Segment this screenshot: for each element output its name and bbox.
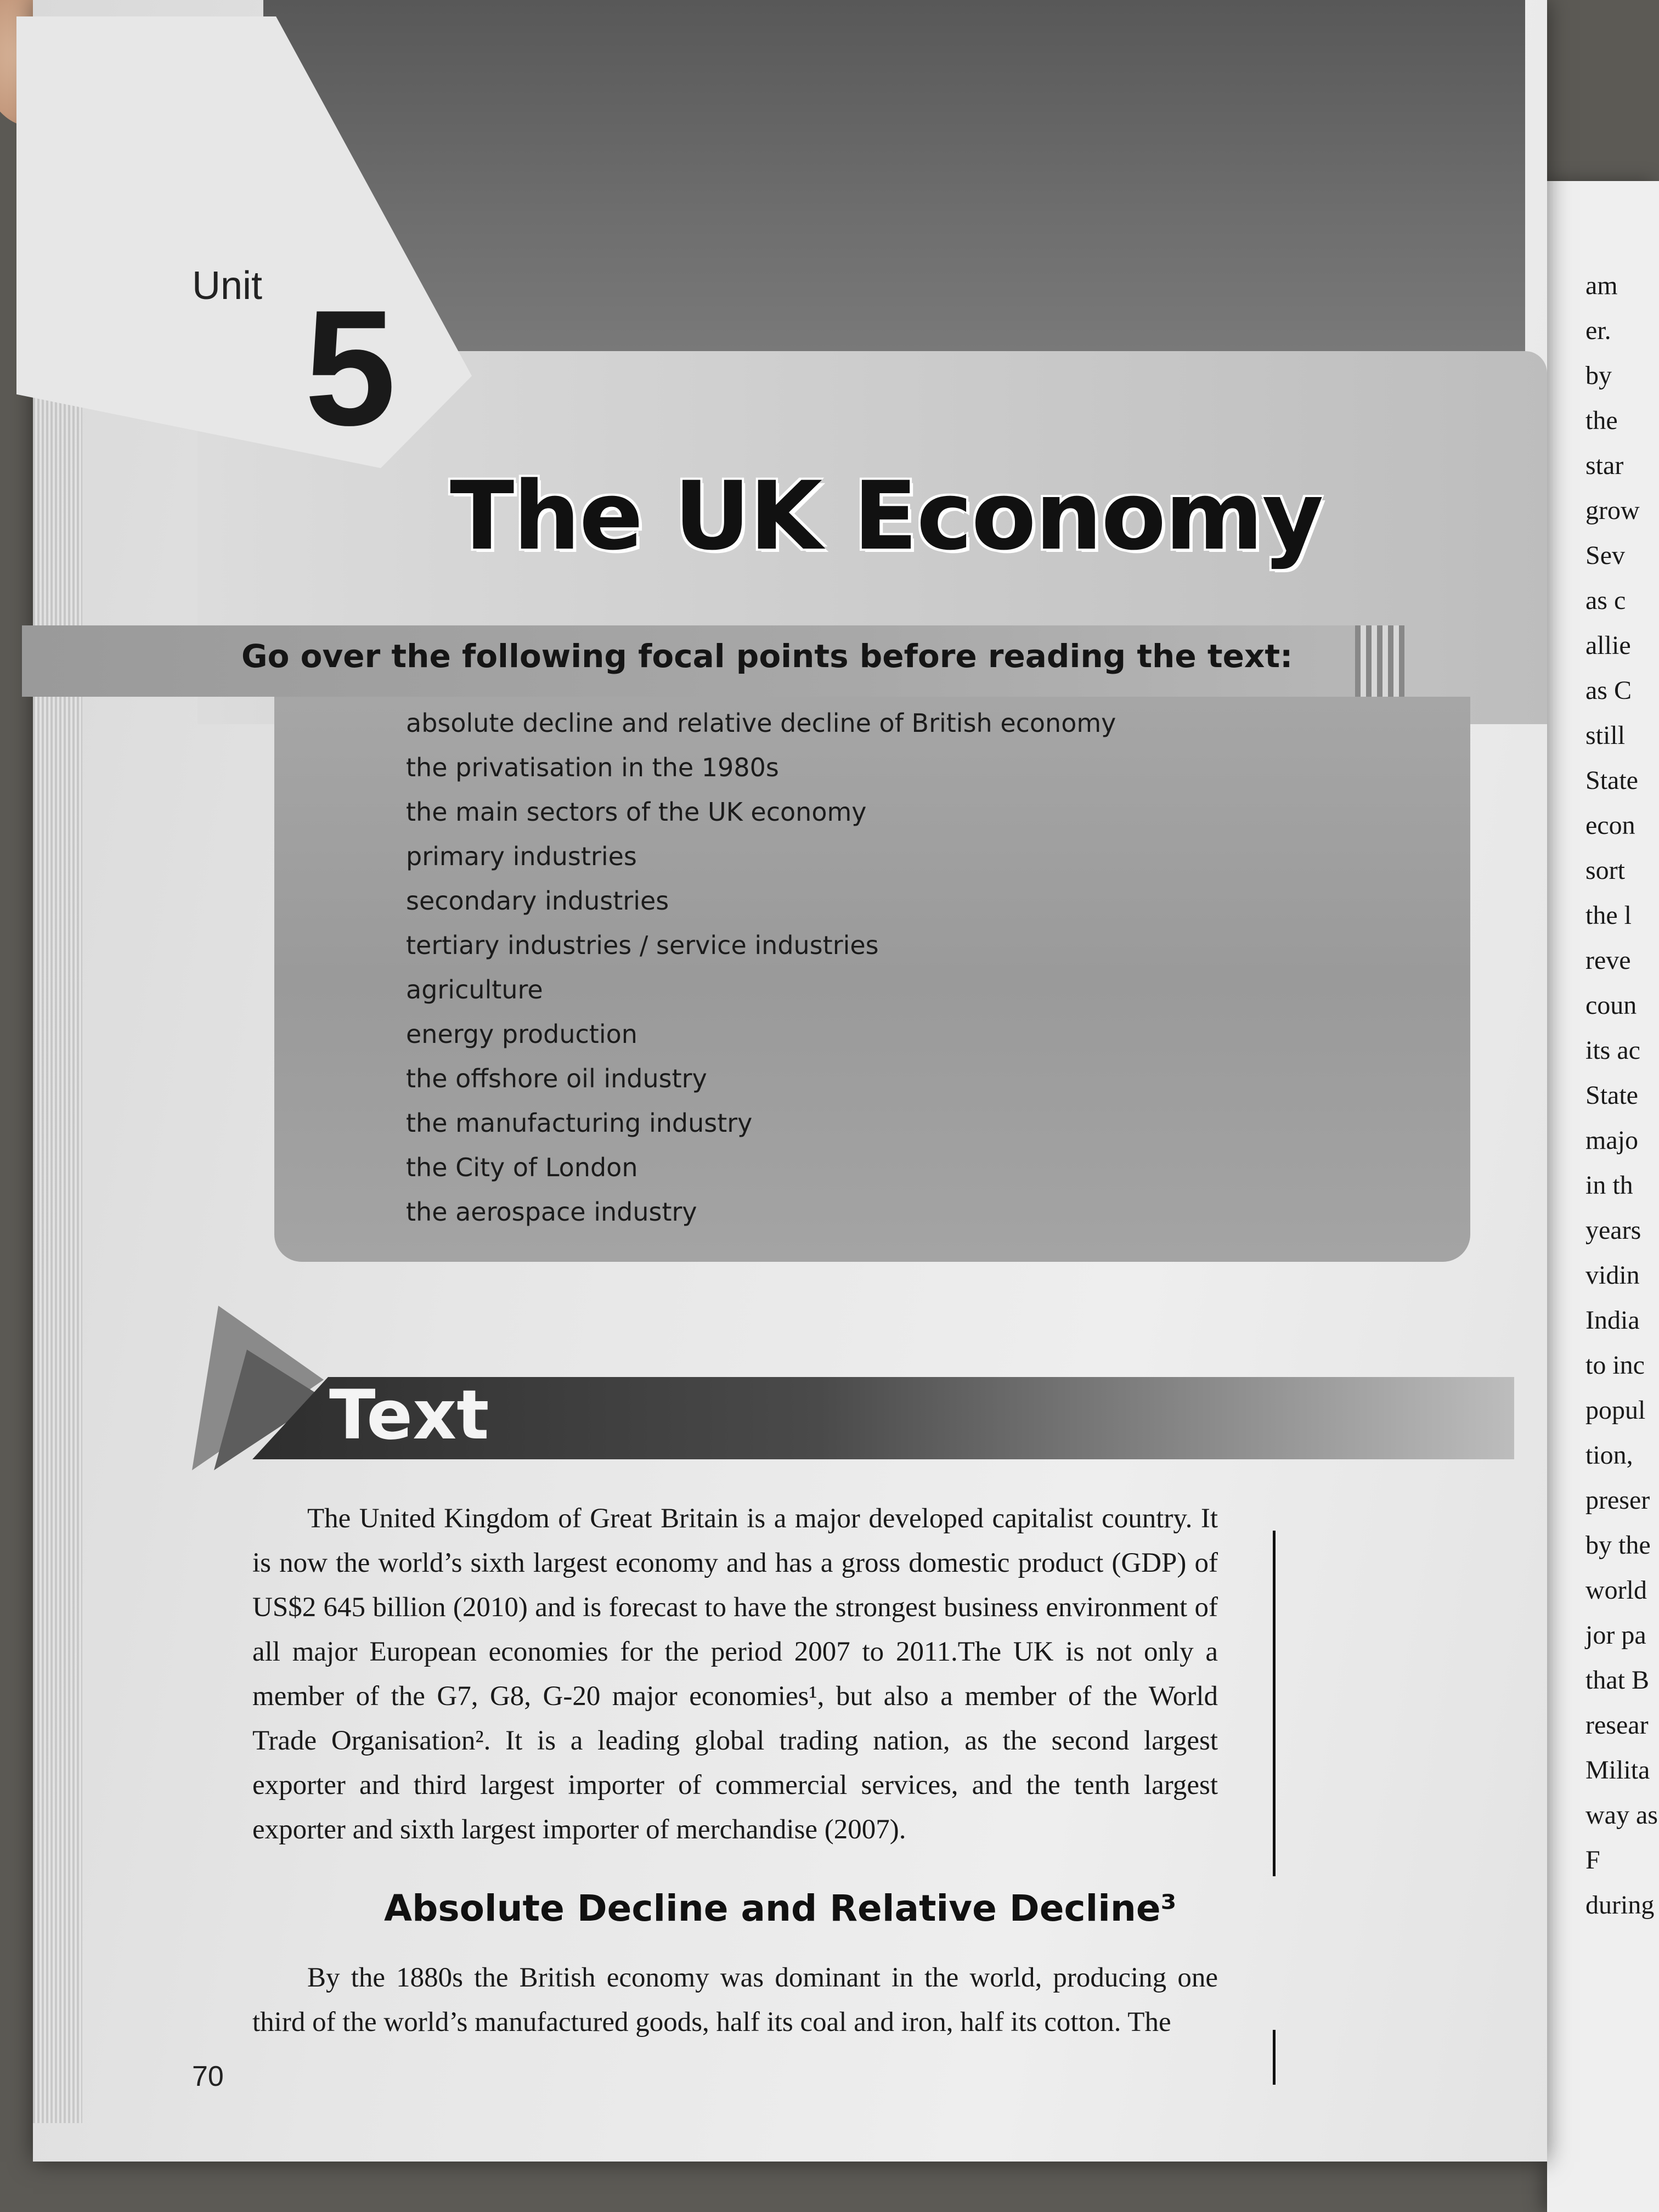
next-page-line: am — [1585, 271, 1618, 300]
next-page-line: by — [1585, 361, 1612, 390]
page-stack-edge — [33, 121, 82, 2123]
section-heading: Absolute Decline and Relative Decline³ — [384, 1887, 1177, 1929]
next-page-line: world — [1585, 1576, 1647, 1605]
margin-rule — [1273, 1531, 1276, 1876]
focal-point-item: agriculture — [406, 975, 543, 1005]
next-page-line: er. — [1585, 316, 1611, 345]
focal-point-item: secondary industries — [406, 886, 669, 916]
focal-point-item: the City of London — [406, 1153, 638, 1182]
focal-point-item: primary industries — [406, 842, 637, 871]
unit-label: Unit — [192, 264, 263, 308]
header-photo-band — [263, 0, 1525, 362]
focal-point-item: the manufacturing industry — [406, 1108, 753, 1138]
section-paragraph — [252, 1956, 1218, 2045]
page-number: 70 — [192, 2061, 224, 2092]
focal-bar-stripes — [1355, 625, 1404, 697]
focal-point-item: the main sectors of the UK economy — [406, 797, 867, 827]
focal-point-item: the privatisation in the 1980s — [406, 753, 779, 782]
next-page-line: tion, — [1585, 1441, 1633, 1470]
next-page-line: popul — [1585, 1396, 1646, 1425]
next-page-line: reve — [1585, 946, 1631, 975]
section-paragraph-text: By the 1880s the British economy was dominant in the world, producing one third of the world’s manufactured goods, half its coal and iron, half its cotton. The — [252, 1962, 1218, 2038]
next-page-line: sort — [1585, 856, 1625, 885]
next-page-line: State — [1585, 1081, 1638, 1110]
next-page-line: Sev — [1585, 541, 1625, 570]
next-page-line: grow — [1585, 496, 1640, 525]
focal-heading: Go over the following focal points before reading the text: — [241, 637, 1293, 675]
next-page-line: during — [1585, 1891, 1655, 1920]
next-page-line: the l — [1585, 901, 1632, 930]
next-page-line: allie — [1585, 631, 1631, 660]
next-page-line: star — [1585, 451, 1624, 480]
unit-number: 5 — [304, 275, 396, 460]
next-page-line: preser — [1585, 1486, 1650, 1515]
next-page-line: India — [1585, 1306, 1640, 1335]
next-page-line: by the — [1585, 1531, 1651, 1560]
next-page-text — [1585, 263, 1658, 1928]
next-page-line: way as — [1585, 1801, 1658, 1830]
next-page-line: Milita — [1585, 1756, 1650, 1785]
next-page-line: the — [1585, 406, 1618, 435]
intro-paragraph — [252, 1497, 1218, 1852]
next-page-line: vidin — [1585, 1261, 1640, 1290]
text-banner-label: Text — [329, 1376, 489, 1455]
focal-point-item: tertiary industries / service industries — [406, 930, 879, 960]
intro-paragraph-text: The United Kingdom of Great Britain is a major developed capitalist country. It is now the world’s sixth largest economy and has a gross domestic product (GDP) of US$2 645 billion (2010) and is forecast to have the strongest business environment of all major European economies for the period 2007 to 2011.The UK is not only a member of the G7, G8, G-20 major economies¹, but also a member of the World Trade Organisation². It is a leading global trading nation, as the second largest exporter and third largest importer of commercial services, and the tenth largest exporter and sixth largest importer of merchandise (2007). — [252, 1503, 1218, 1845]
next-page-line: resear — [1585, 1711, 1649, 1740]
focal-points-list — [406, 701, 1116, 1234]
next-page-line: coun — [1585, 991, 1637, 1020]
page-title: The UK Economy — [450, 461, 1323, 571]
focal-point-item: the offshore oil industry — [406, 1064, 707, 1093]
next-page-line: that B — [1585, 1666, 1649, 1695]
next-page-line: years — [1585, 1216, 1641, 1245]
focal-point-item: the aerospace industry — [406, 1197, 697, 1227]
next-page-line: jor pa — [1585, 1621, 1646, 1650]
focal-point-item: energy production — [406, 1019, 637, 1049]
next-page-line: its ac — [1585, 1036, 1640, 1065]
next-page-line: majo — [1585, 1126, 1638, 1155]
next-page-line: in th — [1585, 1171, 1633, 1200]
next-page-line: as C — [1585, 676, 1632, 705]
margin-rule — [1273, 2030, 1276, 2085]
focal-point-item: absolute decline and relative decline of British economy — [406, 708, 1116, 738]
next-page-line: F — [1585, 1846, 1600, 1875]
next-page-line: State — [1585, 766, 1638, 795]
next-page-line: to inc — [1585, 1351, 1645, 1380]
next-page-line: still — [1585, 721, 1626, 750]
next-page-line: as c — [1585, 586, 1626, 615]
next-page-line: econ — [1585, 811, 1635, 840]
